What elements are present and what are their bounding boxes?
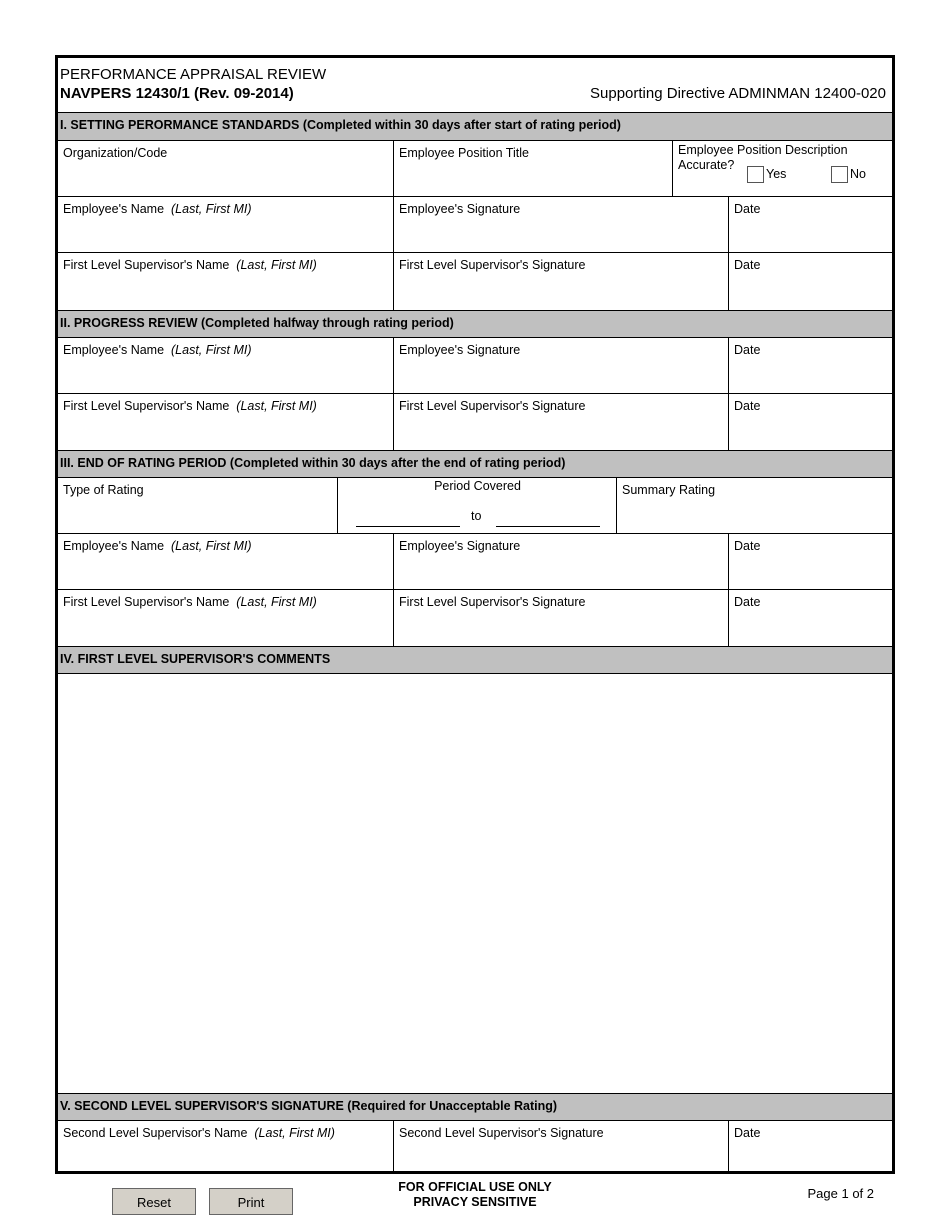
s3-employee-name-field[interactable] (58, 534, 394, 590)
summary-rating-field[interactable] (617, 478, 892, 534)
hint: (Last, First MI) (254, 1126, 335, 1140)
fouo-notice (375, 1180, 575, 1210)
yes-checkbox[interactable] (747, 166, 786, 183)
label: Date (734, 343, 761, 357)
second-supervisor-name-field[interactable] (58, 1121, 394, 1171)
directive: Supporting Directive ADMINMAN 12400-020 (590, 85, 886, 102)
page-number: Page 1 of 2 (807, 1186, 874, 1201)
label: First Level Supervisor's Name (63, 595, 230, 609)
label: Type of Rating (63, 483, 144, 497)
label: Employee's Signature (399, 202, 521, 216)
label: Yes (766, 166, 787, 181)
second-supervisor-signature-field[interactable] (394, 1121, 729, 1171)
section-3-header: III. END OF RATING PERIOD (Completed within 30 days after the end of rating period) (58, 450, 892, 478)
label: Employee's Name (63, 343, 165, 357)
s2-supervisor-name-field[interactable] (58, 394, 394, 450)
hint: (Last, First MI) (171, 539, 252, 553)
s2-employee-signature-field[interactable] (394, 338, 729, 394)
hint: (Last, First MI) (171, 202, 252, 216)
label: Employee's Name (63, 539, 165, 553)
s3-supervisor-name-field[interactable] (58, 590, 394, 646)
s2-employee-name-field[interactable] (58, 338, 394, 394)
label: Employee's Signature (399, 539, 521, 553)
hint: (Last, First MI) (171, 343, 252, 357)
label: Date (734, 539, 761, 553)
s3-supervisor-signature-field[interactable] (394, 590, 729, 646)
s2-supervisor-signature-field[interactable] (394, 394, 729, 450)
label: Summary Rating (622, 483, 716, 497)
label: Period Covered (434, 479, 521, 493)
period-covered-cell (338, 478, 617, 534)
s1-employee-signature-field[interactable] (394, 197, 729, 253)
privacy-text: PRIVACY SENSITIVE (413, 1195, 537, 1209)
section-1-header: I. SETTING PERORMANCE STANDARDS (Completed within 30 days after start of rating period) (58, 112, 892, 141)
section-5-header: V. SECOND LEVEL SUPERVISOR'S SIGNATURE (Required for Unacceptable Rating) (58, 1093, 892, 1121)
s3-employee-date-field[interactable] (729, 534, 892, 590)
label: Date (734, 595, 761, 609)
checkbox-icon (747, 166, 764, 183)
hint: (Last, First MI) (236, 258, 317, 272)
organization-code-field[interactable] (58, 141, 394, 197)
hint: (Last, First MI) (236, 399, 317, 413)
s3-employee-signature-field[interactable] (394, 534, 729, 590)
label: First Level Supervisor's Signature (399, 399, 586, 413)
comments-textarea[interactable] (58, 674, 892, 1093)
label: Second Level Supervisor's Name (63, 1126, 248, 1140)
s1-supervisor-name-field[interactable] (58, 253, 394, 310)
s1-employee-name-field[interactable] (58, 197, 394, 253)
s2-supervisor-date-field[interactable] (729, 394, 892, 450)
label: First Level Supervisor's Signature (399, 258, 586, 272)
label: Date (734, 399, 761, 413)
section-4-header: IV. FIRST LEVEL SUPERVISOR'S COMMENTS (58, 646, 892, 674)
second-supervisor-date-field[interactable] (729, 1121, 892, 1171)
checkbox-icon (831, 166, 848, 183)
label: Organization/Code (63, 146, 168, 160)
reset-button[interactable]: Reset (112, 1188, 196, 1215)
no-checkbox[interactable] (831, 166, 866, 183)
label: Date (734, 1126, 761, 1140)
fouo-text: FOR OFFICIAL USE ONLY (398, 1180, 552, 1194)
type-of-rating-field[interactable] (58, 478, 338, 534)
label: First Level Supervisor's Name (63, 258, 230, 272)
label: Second Level Supervisor's Signature (399, 1126, 604, 1140)
period-to-field[interactable] (496, 526, 600, 527)
label: Employee's Signature (399, 343, 521, 357)
label: Employee's Name (63, 202, 165, 216)
label: Date (734, 258, 761, 272)
s3-supervisor-date-field[interactable] (729, 590, 892, 646)
position-title-field[interactable] (394, 141, 673, 197)
label: First Level Supervisor's Signature (399, 595, 586, 609)
label: Employee Position Description Accurate? (678, 143, 848, 172)
hint: (Last, First MI) (236, 595, 317, 609)
appraisal-form (55, 55, 895, 1174)
form-title: PERFORMANCE APPRAISAL REVIEW (60, 66, 327, 83)
form-number: NAVPERS 12430/1 (Rev. 09-2014) (60, 85, 294, 102)
label: First Level Supervisor's Name (63, 399, 230, 413)
label: Date (734, 202, 761, 216)
label: Employee Position Title (399, 146, 529, 160)
print-button[interactable]: Print (209, 1188, 293, 1215)
section-2-header: II. PROGRESS REVIEW (Completed halfway through rating period) (58, 310, 892, 338)
label: to (471, 509, 482, 523)
s2-employee-date-field[interactable] (729, 338, 892, 394)
s1-supervisor-date-field[interactable] (729, 253, 892, 310)
s1-employee-date-field[interactable] (729, 197, 892, 253)
label: No (850, 166, 866, 181)
s1-supervisor-signature-field[interactable] (394, 253, 729, 310)
period-from-field[interactable] (356, 526, 460, 527)
pd-accurate-cell (673, 141, 892, 197)
